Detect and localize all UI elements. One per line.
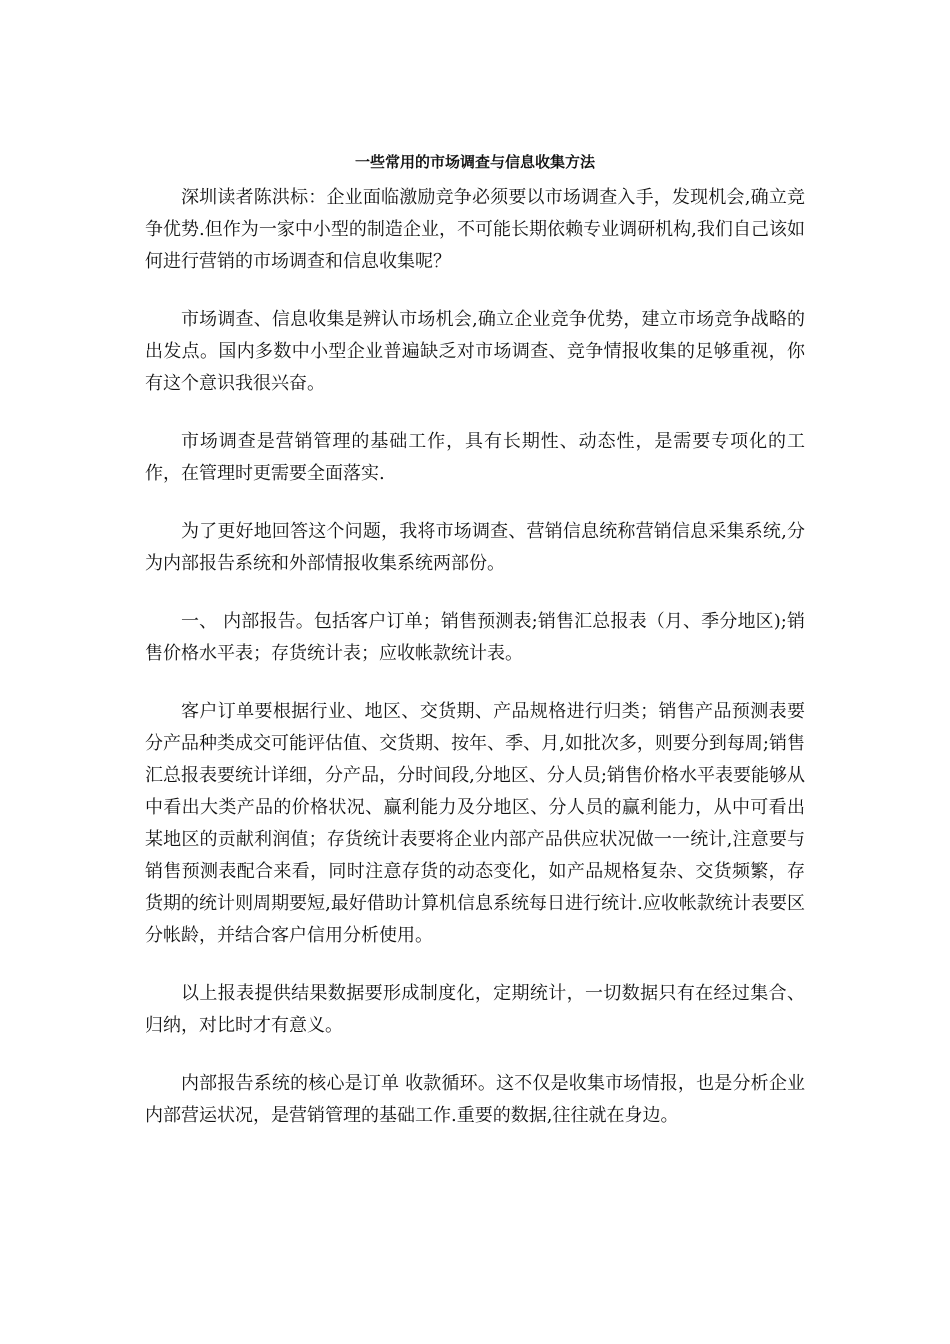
document-body (145, 150, 805, 1158)
paragraph-report-data: 以上报表提供结果数据要形成制度化，定期统计，一切数据只有在经过集合、归纳，对比时才有意义。 (145, 983, 805, 1036)
paragraph-report-details: 客户订单要根据行业、地区、交货期、产品规格进行归类；销售产品预测表要分产品种类成交可能评估值、交货期、按年、季、月,如批次多，则要分到每周;销售汇总报表要统计详细，分产品，分时间段,分地区、分人员;销售价格水平表要能够从中看出大类产品的价格状况、赢利能力及分地区、分人员的赢利能力，从中可看出某地区的贡献利润值；存货统计表要将企业内部产品供应状况做一一统计,注意要与销售预测表配合来看，同时注意存货的动态变化，如产品规格复杂、交货频繁，存货期的统计则周期要短,最好借助计算机信息系统每日进行统计.应收帐款统计表要区分帐龄，并结合客户信用分析使用。 (145, 701, 805, 946)
paragraph-system-overview: 为了更好地回答这个问题，我将市场调查、营销信息统称营销信息采集系统,分为内部报告系统和外部情报收集系统两部份。 (145, 521, 805, 574)
document-title: 一些常用的市场调查与信息收集方法 (354, 153, 595, 171)
paragraph-reader-question: 深圳读者陈洪标：企业面临激励竞争必须要以市场调查入手，发现机会,确立竞争优势.但作为一家中小型的制造企业，不可能长期依赖专业调研机构,我们自己该如何进行营销的市场调查和信息收集呢？ (145, 187, 805, 272)
paragraph-internal-report: 一、 内部报告。包括客户订单；销售预测表;销售汇总报表（月、季分地区);销售价格水平表；存货统计表；应收帐款统计表。 (145, 611, 805, 664)
paragraph-order-cycle: 内部报告系统的核心是订单 收款循环。这不仅是收集市场情报，也是分析企业内部营运状况，是营销管理的基础工作.重要的数据,往往就在身边。 (145, 1073, 805, 1126)
paragraph-market-research: 市场调查是营销管理的基础工作，具有长期性、动态性，是需要专项化的工作，在管理时更需要全面落实. (145, 431, 805, 484)
paragraph-intro-answer: 市场调查、信息收集是辨认市场机会,确立企业竞争优势，建立市场竞争战略的出发点。国内多数中小型企业普遍缺乏对市场调查、竞争情报收集的足够重视，你有这个意识我很兴奋。 (145, 309, 805, 394)
